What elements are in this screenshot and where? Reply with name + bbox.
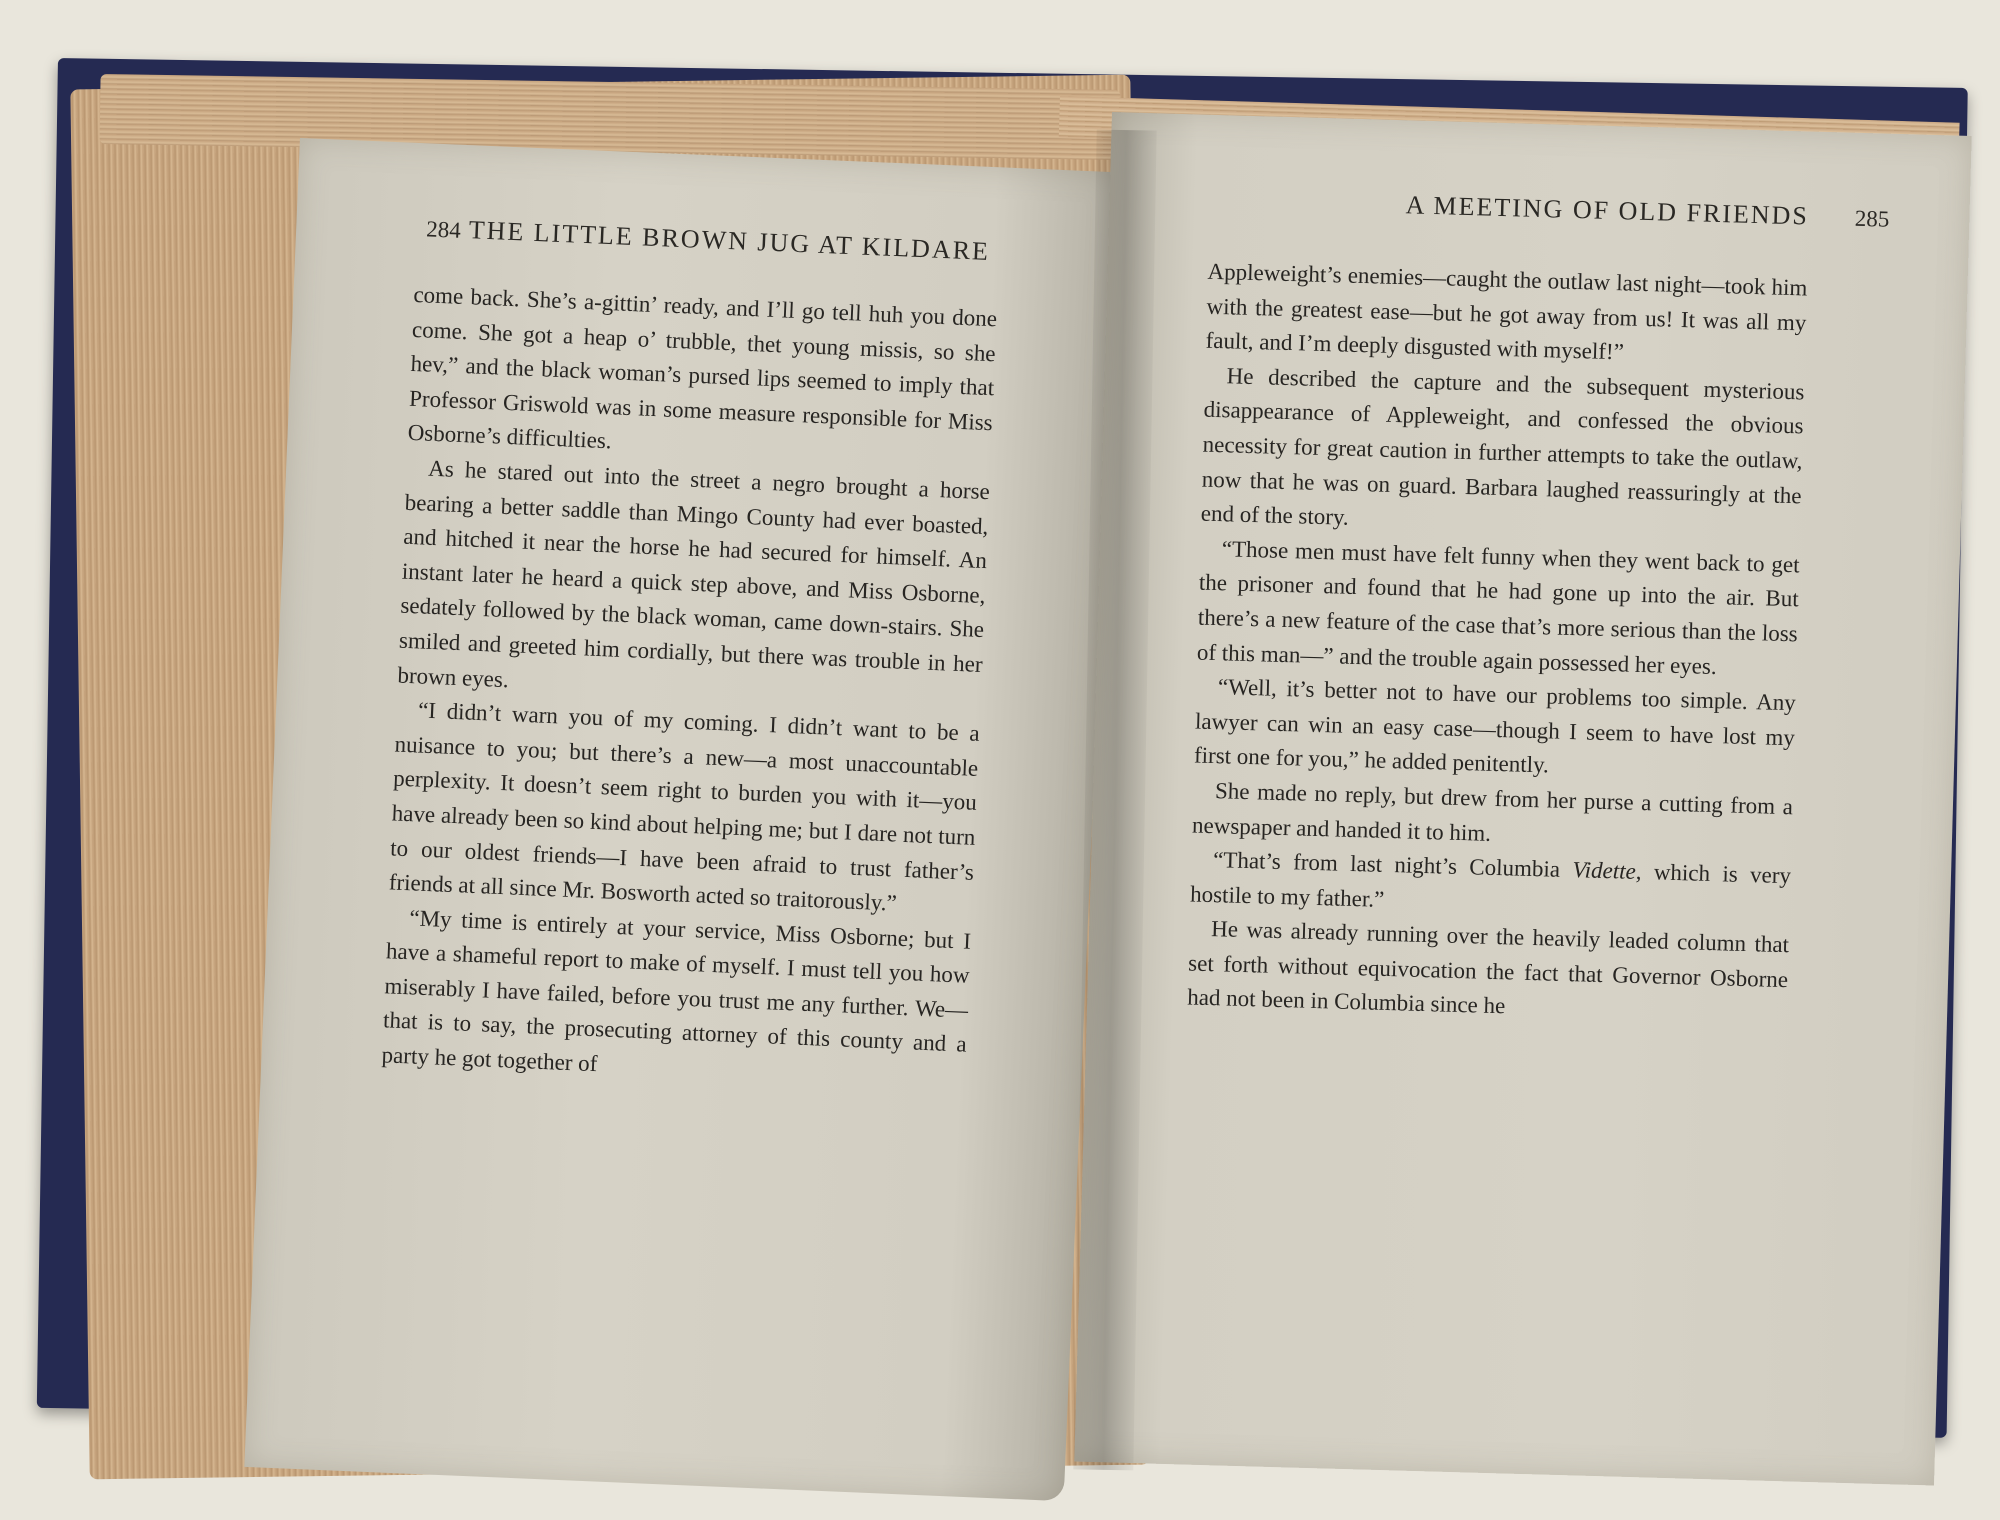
quote-text-before: “That’s from last night’s Columbia	[1212, 847, 1573, 883]
paragraph: He described the capture and the subsequent mysterious disappearance of Appleweight, and confessed the obvious necessity for great caution in further attempts to take the outlaw, now that he was on guard. Barbara laughed reassuringly at the end of the story.	[1200, 363, 1805, 530]
paragraph: He was already running over the heavily leaded column that set forth without equivocation the fact that Governor Osborne had not been in Columbia since he	[1186, 916, 1790, 1019]
running-head: A MEETING OF OLD FRIENDS	[1405, 190, 1810, 231]
right-page-body	[1187, 255, 1808, 1033]
paragraph: “I didn’t warn you of my coming. I didn’t want to be a nuisance to you; but there’s a new—a most unaccountable perplexity. It doesn’t seem right to burden you with it—you have already been so kind about helping me; but I dare not turn to our oldest friends—I have been afraid to trust father’s friends at all since Mr. Bosworth acted so traitorously.”	[388, 697, 981, 916]
page-number: 284	[425, 216, 462, 243]
paragraph: “Well, it’s better not to have our problems too simple. Any lawyer can win an easy case—though I seem to have lost my first one for you,” he added penitently.	[1193, 674, 1797, 778]
paragraph: Appleweight’s enemies—caught the outlaw last night—took him with the greatest ease—but he got away from us! It was all my fault, and I’m deeply disgusted with myself!”	[1205, 258, 1808, 365]
left-page	[244, 138, 1119, 1501]
paragraph: “Those men must have felt funny when they went back to get the prisoner and found that he had gone up into the air. But there’s a new feature of the case that’s more serious than the loss of this man—” and the trouble again possessed her eyes.	[1196, 535, 1800, 679]
right-page-header	[1229, 185, 1890, 233]
left-page-header	[426, 213, 1077, 270]
newspaper-name: Vidette,	[1572, 857, 1642, 885]
right-page	[1074, 112, 1971, 1485]
page-number: 285	[1854, 205, 1890, 232]
paragraph: She made no reply, but drew from her purse a cutting from a newspaper and handed it to him.	[1191, 778, 1794, 846]
paragraph: come back. She’s a-gittin’ ready, and I’ll go tell huh you done come. She got a heap o’ trubble, thet young missis, so she hev,” and the black woman’s pursed lips seemed to imply that Professor Griswold was in some measure responsible for Miss Osborne’s difficulties.	[407, 281, 998, 454]
left-page-body	[381, 278, 998, 1097]
running-head: THE LITTLE BROWN JUG AT KILDARE	[468, 215, 991, 266]
quote-text-after: which is very hostile to my father.”	[1189, 859, 1792, 912]
paragraph: As he stared out into the street a negro brought a horse bearing a better saddle than Mingo County had ever boasted, and hitched it near the horse he had secured for himself. An instant later he heard a quick step above, and Miss Osborne, sedately followed by the black woman, came down-stairs. She smiled and greeted him cordially, but there was trouble in her brown eyes.	[397, 455, 991, 692]
paragraph: “My time is entirely at your service, Miss Osborne; but I have a shameful report to make of myself. I must tell you how miserably I have failed, before you trust me any further. We—that is to say, the prosecuting attorney of this county and a party he got together of	[381, 904, 972, 1077]
